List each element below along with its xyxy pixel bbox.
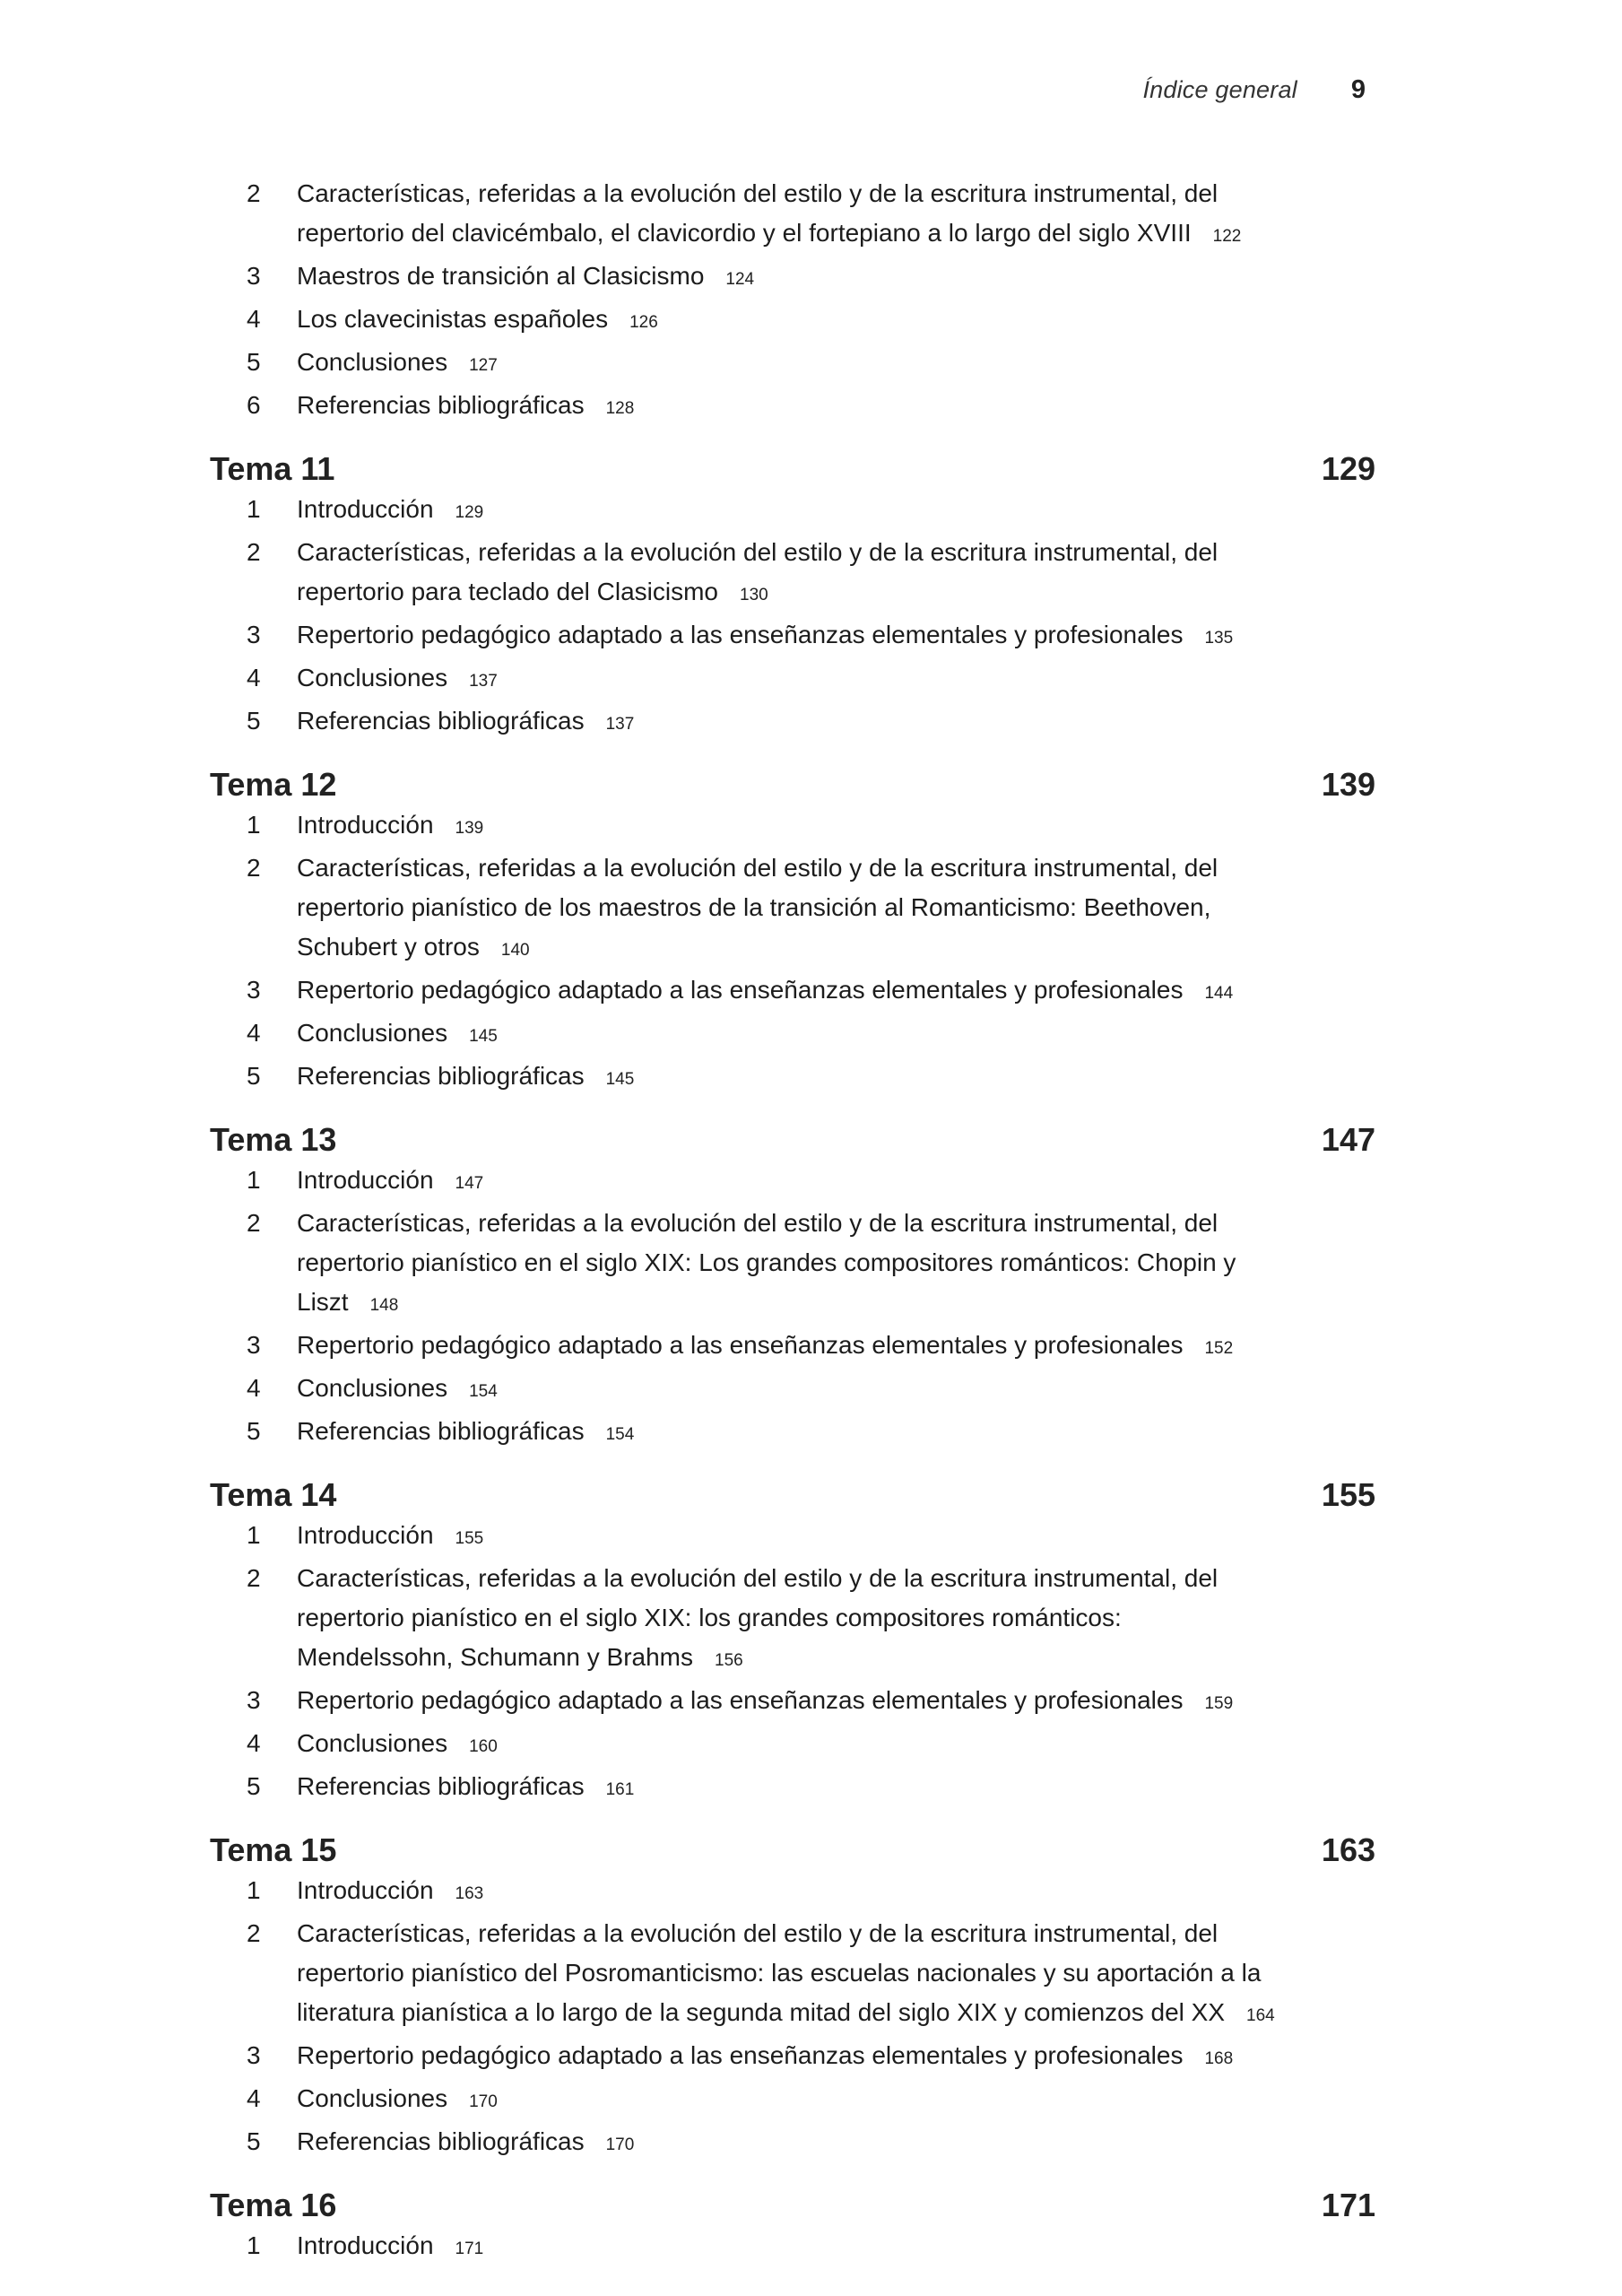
entry-title: Referencias bibliográficas xyxy=(297,2127,585,2155)
entry-number: 4 xyxy=(247,664,261,691)
entry-page-number: 160 xyxy=(469,1737,498,1756)
entry-title: Repertorio pedagógico adaptado a las enseñanzas elementales y profesionales xyxy=(297,1331,1184,1359)
entry-number: 2 xyxy=(247,1919,261,1947)
entry-title: Repertorio pedagógico adaptado a las enseñanzas elementales y profesionales xyxy=(297,2041,1184,2069)
header-page-number: 9 xyxy=(1350,75,1366,104)
toc-entry[interactable] xyxy=(210,300,1375,343)
entry-title: Introducción xyxy=(297,2231,434,2259)
entry-text xyxy=(297,2079,1283,2122)
entry-text xyxy=(297,1204,1283,1326)
entry-text xyxy=(297,1013,1283,1057)
entry-title: Introducción xyxy=(297,1521,434,1549)
toc-entry[interactable] xyxy=(210,386,1375,429)
entry-number: 4 xyxy=(247,305,261,333)
entry-title: Repertorio pedagógico adaptado a las enseñanzas elementales y profesionales xyxy=(297,976,1184,1004)
toc-entry[interactable] xyxy=(210,1057,1375,1100)
topic-section xyxy=(210,2185,1375,2269)
entry-page-number: 163 xyxy=(455,1884,484,1903)
entry-number: 2 xyxy=(247,179,261,207)
entry-number: 4 xyxy=(247,2084,261,2112)
entry-title: Referencias bibliográficas xyxy=(297,707,585,735)
entry-number: 1 xyxy=(247,495,261,523)
entry-title: Características, referidas a la evolución del estilo y de la escritura instrumental, del repertorio del clavicémbalo, el clavicordio y el fortepiano a lo largo del siglo XVIII xyxy=(297,179,1219,247)
topic-section xyxy=(210,1119,1375,1455)
toc-entry[interactable] xyxy=(210,701,1375,744)
entry-number: 5 xyxy=(247,1772,261,1800)
entry-page-number: 156 xyxy=(715,1651,743,1670)
entry-title: Conclusiones xyxy=(297,664,448,691)
entry-title: Conclusiones xyxy=(297,2084,448,2112)
entry-number: 5 xyxy=(247,1417,261,1445)
entry-page-number: 171 xyxy=(455,2239,484,2258)
toc-entry[interactable] xyxy=(210,1767,1375,1810)
toc-entry[interactable] xyxy=(210,658,1375,701)
entry-number: 6 xyxy=(247,391,261,419)
topic-heading[interactable] xyxy=(210,2185,1375,2226)
entry-number: 1 xyxy=(247,1166,261,1194)
toc-entry[interactable] xyxy=(210,343,1375,386)
entry-number: 3 xyxy=(247,1686,261,1714)
entry-title: Repertorio pedagógico adaptado a las enseñanzas elementales y profesionales xyxy=(297,621,1184,648)
entry-number: 1 xyxy=(247,1876,261,1904)
entry-number: 1 xyxy=(247,1521,261,1549)
topic-title: Tema 15 xyxy=(210,1831,337,1868)
toc-entry[interactable] xyxy=(210,1871,1375,1914)
toc-entry[interactable] xyxy=(210,1412,1375,1455)
toc-entry[interactable] xyxy=(210,257,1375,300)
entry-number: 5 xyxy=(247,707,261,735)
entry-page-number: 135 xyxy=(1204,629,1234,648)
topic-title: Tema 12 xyxy=(210,766,337,803)
entry-text xyxy=(297,1161,1283,1204)
entry-page-number: 154 xyxy=(605,1425,635,1444)
header-title: Índice general xyxy=(1142,76,1297,103)
topic-title: Tema 16 xyxy=(210,2187,337,2223)
entry-text xyxy=(297,490,1283,533)
entry-number: 4 xyxy=(247,1374,261,1402)
toc-entry[interactable] xyxy=(210,1369,1375,1412)
entry-text xyxy=(297,1559,1283,1681)
entry-title: Conclusiones xyxy=(297,348,448,376)
entry-page-number: 170 xyxy=(469,2092,498,2111)
entry-title: Referencias bibliográficas xyxy=(297,1062,585,1090)
topic-page-number: 163 xyxy=(1321,1831,1375,1868)
toc-entry[interactable] xyxy=(210,848,1375,970)
entry-title: Características, referidas a la evolución del estilo y de la escritura instrumental, del repertorio pianístico del Posromanticismo: las escuelas nacionales y su aportación a la literatura pianística a lo largo de la segunda mitad del siglo XIX y comienzos del XX xyxy=(297,1919,1262,2026)
entry-title: Conclusiones xyxy=(297,1729,448,1757)
entry-page-number: 161 xyxy=(605,1780,635,1799)
toc-entry[interactable] xyxy=(210,533,1375,615)
entry-title: Maestros de transición al Clasicismo xyxy=(297,262,705,290)
entry-number: 2 xyxy=(247,1564,261,1592)
topic-page-number: 155 xyxy=(1321,1476,1375,1513)
entry-title: Los clavecinistas españoles xyxy=(297,305,609,333)
toc-entry[interactable] xyxy=(210,1681,1375,1724)
toc-entry[interactable] xyxy=(210,1914,1375,2036)
toc-entry[interactable] xyxy=(210,2079,1375,2122)
entry-text xyxy=(297,1681,1283,1724)
continued-items xyxy=(210,174,1375,429)
entry-title: Referencias bibliográficas xyxy=(297,1772,585,1800)
entry-page-number: 148 xyxy=(369,1296,399,1315)
entry-page-number: 140 xyxy=(500,941,530,960)
toc-entry[interactable] xyxy=(210,2122,1375,2165)
entry-page-number: 164 xyxy=(1246,2006,1275,2025)
topic-heading[interactable] xyxy=(210,1474,1375,1516)
entry-text xyxy=(297,343,1283,386)
entry-number: 1 xyxy=(247,2231,261,2259)
entry-text xyxy=(297,805,1283,848)
entry-number: 3 xyxy=(247,621,261,648)
entry-text xyxy=(297,970,1283,1013)
entry-text xyxy=(297,1057,1283,1100)
entry-page-number: 128 xyxy=(605,399,635,418)
entry-title: Conclusiones xyxy=(297,1374,448,1402)
topic-heading[interactable] xyxy=(210,764,1375,805)
topic-heading[interactable] xyxy=(210,1830,1375,1871)
topic-page-number: 171 xyxy=(1321,2187,1375,2223)
entry-number: 5 xyxy=(247,348,261,376)
toc-entry[interactable] xyxy=(210,1013,1375,1057)
entry-title: Introducción xyxy=(297,1876,434,1904)
entry-number: 5 xyxy=(247,1062,261,1090)
entry-text xyxy=(297,300,1283,343)
entry-text xyxy=(297,386,1283,429)
topic-list xyxy=(210,448,1375,2269)
entry-title: Características, referidas a la evolución del estilo y de la escritura instrumental, del repertorio pianístico en el siglo XIX: los grandes compositores románticos: Mendelssohn, Schumann y Brahms xyxy=(297,1564,1219,1671)
toc-entry[interactable] xyxy=(210,2226,1375,2269)
entry-text xyxy=(297,1412,1283,1455)
entry-text xyxy=(297,2122,1283,2165)
entry-page-number: 145 xyxy=(605,1070,635,1089)
toc-entry[interactable] xyxy=(210,1559,1375,1681)
entry-title: Referencias bibliográficas xyxy=(297,391,585,419)
entry-number: 4 xyxy=(247,1729,261,1757)
entry-number: 5 xyxy=(247,2127,261,2155)
entry-title: Repertorio pedagógico adaptado a las enseñanzas elementales y profesionales xyxy=(297,1686,1184,1714)
entry-page-number: 144 xyxy=(1204,984,1234,1003)
entry-text xyxy=(297,1767,1283,1810)
entry-title: Referencias bibliográficas xyxy=(297,1417,585,1445)
toc-entry[interactable] xyxy=(210,970,1375,1013)
entry-title: Introducción xyxy=(297,1166,434,1194)
topic-section xyxy=(210,1474,1375,1810)
entry-page-number: 137 xyxy=(605,715,635,734)
topic-heading[interactable] xyxy=(210,448,1375,490)
entry-text xyxy=(297,1724,1283,1767)
entry-page-number: 155 xyxy=(455,1529,484,1548)
entry-text xyxy=(297,658,1283,701)
entry-number: 1 xyxy=(247,811,261,839)
toc-entry[interactable] xyxy=(210,615,1375,658)
entry-text xyxy=(297,533,1283,615)
topic-page-number: 147 xyxy=(1321,1121,1375,1158)
entry-page-number: 127 xyxy=(469,356,498,375)
table-of-contents xyxy=(210,174,1375,2269)
toc-entry[interactable] xyxy=(210,1204,1375,1326)
entry-page-number: 124 xyxy=(725,270,755,289)
entry-text xyxy=(297,2036,1283,2079)
topic-title: Tema 14 xyxy=(210,1476,337,1513)
entry-page-number: 122 xyxy=(1212,227,1242,246)
entry-text xyxy=(297,174,1283,257)
entry-title: Características, referidas a la evolución del estilo y de la escritura instrumental, del repertorio pianístico en el siglo XIX: Los grandes compositores románticos: Chopin y Liszt xyxy=(297,1209,1236,1316)
topic-page-number: 129 xyxy=(1321,450,1375,487)
entry-number: 3 xyxy=(247,262,261,290)
toc-entry[interactable] xyxy=(210,174,1375,257)
entry-title: Características, referidas a la evolución del estilo y de la escritura instrumental, del repertorio para teclado del Clasicismo xyxy=(297,538,1219,605)
toc-entry[interactable] xyxy=(210,805,1375,848)
entry-text xyxy=(297,1516,1283,1559)
topic-title: Tema 11 xyxy=(210,450,335,487)
toc-entry[interactable] xyxy=(210,1516,1375,1559)
entry-page-number: 170 xyxy=(605,2135,635,2154)
entry-number: 2 xyxy=(247,854,261,882)
topic-page-number: 139 xyxy=(1321,766,1375,803)
entry-text xyxy=(297,701,1283,744)
toc-entry[interactable] xyxy=(210,490,1375,533)
entry-number: 3 xyxy=(247,1331,261,1359)
entry-text xyxy=(297,1914,1283,2036)
toc-entry[interactable] xyxy=(210,2036,1375,2079)
entry-page-number: 152 xyxy=(1204,1339,1234,1358)
entry-text xyxy=(297,257,1283,300)
topic-section xyxy=(210,1830,1375,2165)
entry-number: 2 xyxy=(247,538,261,566)
entry-text xyxy=(297,615,1283,658)
entry-title: Características, referidas a la evolución del estilo y de la escritura instrumental, del repertorio pianístico de los maestros de la transición al Romanticismo: Beethoven, Schubert y otros xyxy=(297,854,1219,961)
entry-page-number: 129 xyxy=(455,503,484,522)
entry-page-number: 137 xyxy=(469,672,498,691)
entry-page-number: 139 xyxy=(455,819,484,838)
entry-title: Introducción xyxy=(297,495,434,523)
topic-heading[interactable] xyxy=(210,1119,1375,1161)
entry-text xyxy=(297,1369,1283,1412)
entry-text xyxy=(297,1326,1283,1369)
entry-page-number: 159 xyxy=(1204,1694,1234,1713)
toc-entry[interactable] xyxy=(210,1161,1375,1204)
entry-text xyxy=(297,1871,1283,1914)
toc-entry[interactable] xyxy=(210,1326,1375,1369)
entry-page-number: 126 xyxy=(629,313,658,332)
entry-number: 3 xyxy=(247,976,261,1004)
entry-text xyxy=(297,2226,1283,2269)
topic-section xyxy=(210,448,1375,744)
entry-title: Conclusiones xyxy=(297,1019,448,1047)
entry-number: 2 xyxy=(247,1209,261,1237)
toc-entry[interactable] xyxy=(210,1724,1375,1767)
topic-section xyxy=(210,764,1375,1100)
entry-page-number: 168 xyxy=(1204,2049,1234,2068)
entry-page-number: 130 xyxy=(740,586,768,604)
entry-number: 4 xyxy=(247,1019,261,1047)
entry-text xyxy=(297,848,1283,970)
entry-number: 3 xyxy=(247,2041,261,2069)
topic-title: Tema 13 xyxy=(210,1121,337,1158)
entry-title: Introducción xyxy=(297,811,434,839)
entry-page-number: 145 xyxy=(469,1027,498,1046)
running-header xyxy=(1142,75,1366,111)
entry-page-number: 154 xyxy=(469,1382,498,1401)
entry-page-number: 147 xyxy=(455,1174,484,1193)
